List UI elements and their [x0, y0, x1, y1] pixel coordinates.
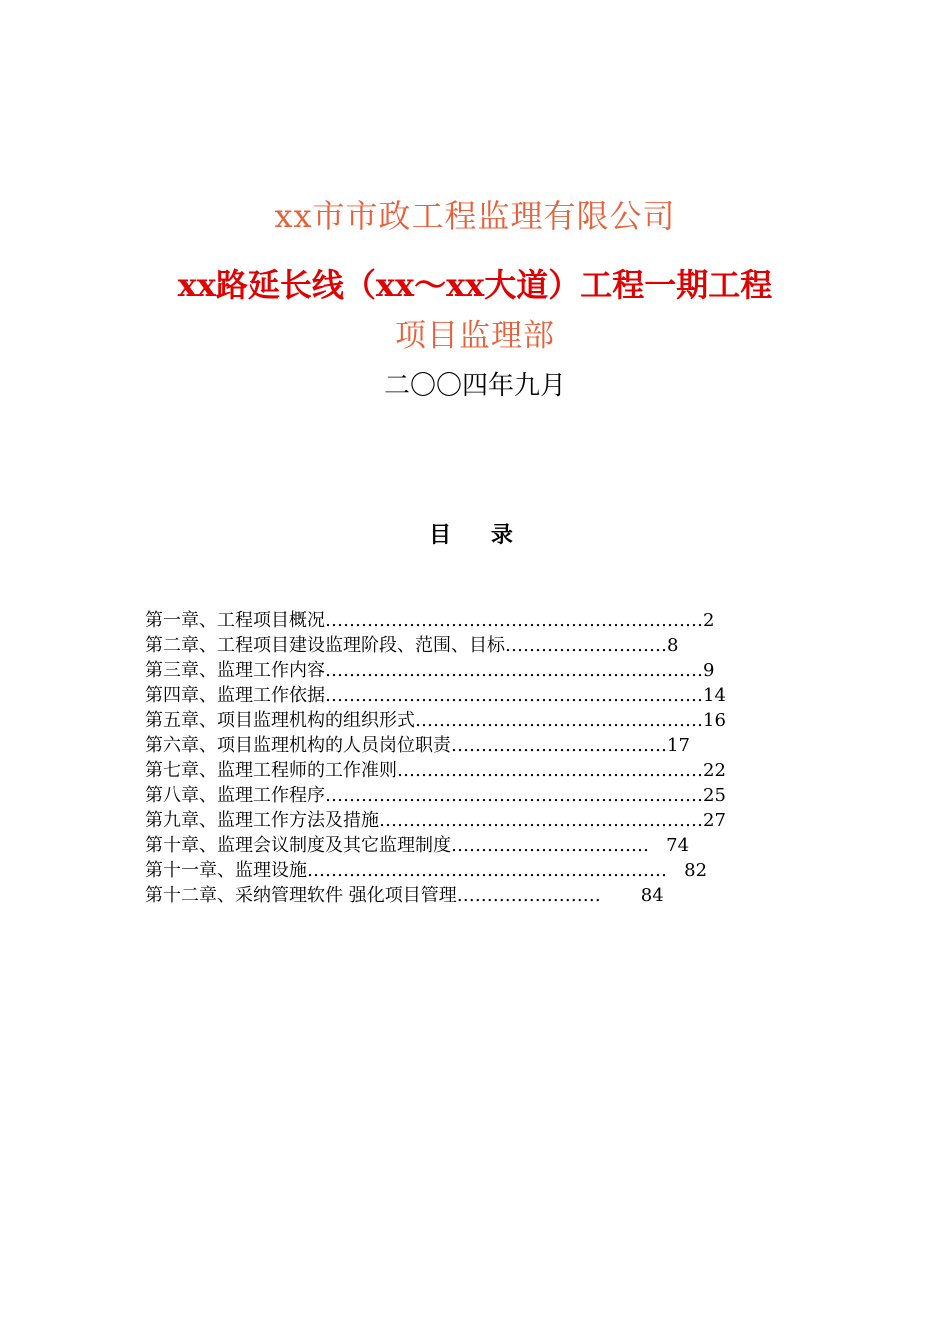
project-title: xx路延长线（xx～xx大道）工程一期工程	[177, 266, 773, 304]
toc-chapter-title: 第五章、项目监理机构的组织形式	[145, 710, 415, 731]
toc-leader-dots: ………………………………………………………	[325, 685, 703, 706]
toc-leader-dots: ……………………	[456, 885, 641, 906]
toc-page-number: 16	[703, 710, 726, 731]
toc-entry[interactable]	[145, 658, 805, 683]
toc-chapter-title: 第八章、监理工作程序	[145, 785, 325, 806]
toc-entry[interactable]	[145, 858, 805, 883]
document-date: 二〇〇四年九月	[383, 371, 566, 401]
toc-chapter-title: 第十一章、监理设施	[145, 860, 307, 881]
toc-chapter-title: 第九章、监理工作方法及措施	[145, 810, 379, 831]
toc-chapter-title: 第六章、项目监理机构的人员岗位职责	[145, 735, 451, 756]
company-name: xx市市政工程监理有限公司	[274, 197, 676, 235]
toc-leader-dots: ……………………………	[451, 835, 667, 856]
toc-entry[interactable]	[145, 733, 805, 758]
toc-leader-dots: ………………………………………………………	[325, 660, 703, 681]
toc-leader-dots: ………………………………………………………	[325, 785, 703, 806]
toc-leader-dots: ………………………………………………………	[325, 610, 703, 631]
toc-page-number: 25	[703, 785, 726, 806]
toc-page-number: 84	[640, 885, 664, 906]
toc-chapter-title: 第四章、监理工作依据	[145, 685, 325, 706]
toc-page-number: 14	[703, 685, 726, 706]
toc-leader-dots: ………………………	[505, 635, 667, 656]
toc-entry[interactable]	[145, 708, 805, 733]
toc-page-number: 2	[703, 610, 715, 631]
toc-entry[interactable]	[145, 833, 805, 858]
toc-entry[interactable]	[145, 758, 805, 783]
toc-entry[interactable]	[145, 883, 805, 908]
toc-chapter-title: 第二章、工程项目建设监理阶段、范围、目标	[145, 635, 505, 656]
toc-chapter-title: 第十章、监理会议制度及其它监理制度	[145, 835, 451, 856]
toc-chapter-title: 第十二章、采纳管理软件 强化项目管理	[145, 885, 457, 906]
toc-entry[interactable]	[145, 808, 805, 833]
toc-leader-dots: ……………………………………………	[397, 760, 703, 781]
toc-leader-dots: ……………………………………………………	[307, 860, 685, 881]
toc-leader-dots: …………………………………………	[415, 710, 703, 731]
table-of-contents	[145, 608, 805, 908]
toc-chapter-title: 第七章、监理工程师的工作准则	[145, 760, 397, 781]
toc-page-number: 82	[684, 860, 708, 881]
toc-entry[interactable]	[145, 683, 805, 708]
toc-leader-dots: ………………………………………………	[379, 810, 703, 831]
toc-entry[interactable]	[145, 608, 805, 633]
toc-page-number: 9	[703, 660, 715, 681]
toc-title: 目 录	[429, 522, 529, 548]
toc-page-number: 8	[667, 635, 679, 656]
toc-leader-dots: ………………………………	[451, 735, 667, 756]
toc-chapter-title: 第一章、工程项目概况	[145, 610, 325, 631]
toc-page-number: 22	[703, 760, 726, 781]
toc-chapter-title: 第三章、监理工作内容	[145, 660, 325, 681]
toc-entry[interactable]	[145, 633, 805, 658]
toc-entry[interactable]	[145, 783, 805, 808]
toc-page-number: 74	[666, 835, 690, 856]
department-name: 项目监理部	[395, 318, 555, 354]
toc-page-number: 27	[703, 810, 726, 831]
toc-page-number: 17	[667, 735, 690, 756]
